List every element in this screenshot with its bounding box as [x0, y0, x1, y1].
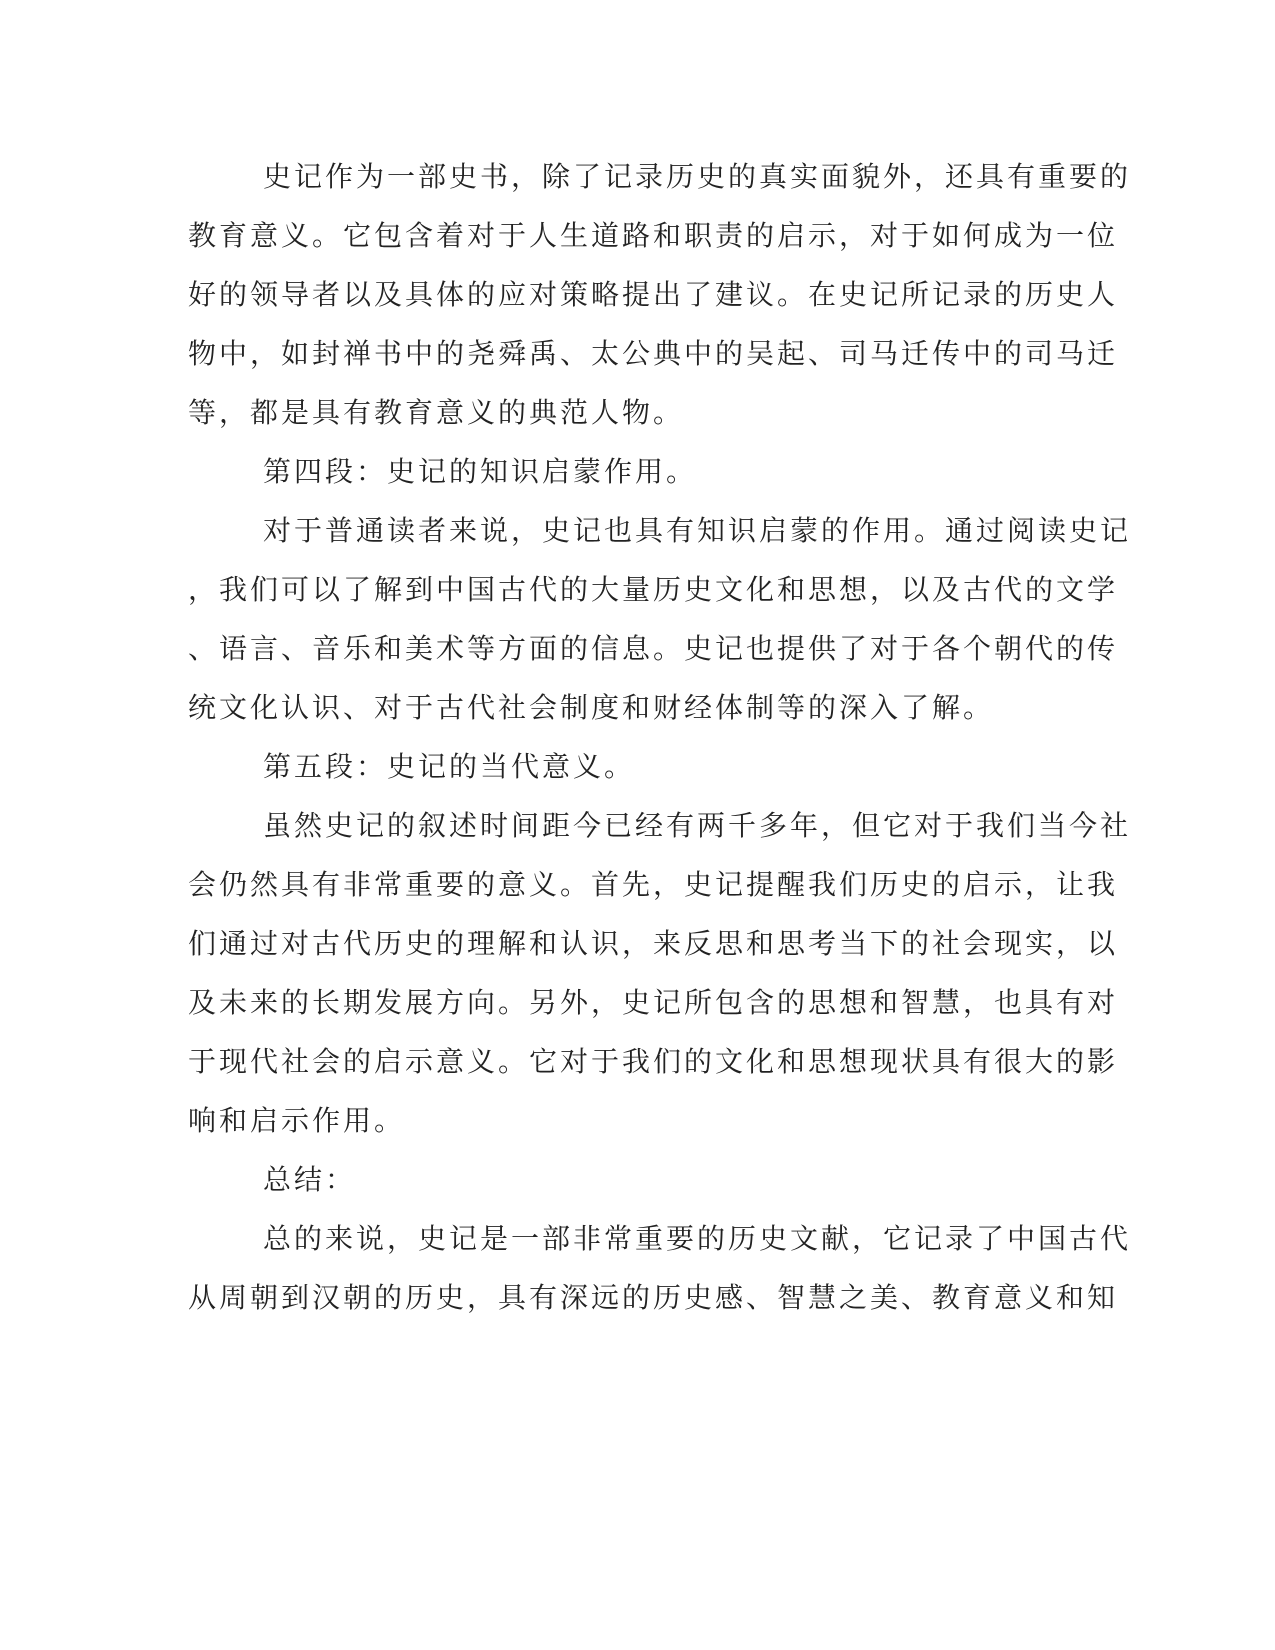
paragraph-knowledge-enlightenment-line-4: 统文化认识、对于古代社会制度和财经体制等的深入了解。: [188, 691, 995, 724]
paragraph-education-significance-line-2: 教育意义。它包含着对于人生道路和职责的启示，对于如何成为一位: [188, 219, 1119, 252]
paragraph-contemporary-significance-line-3: 们通过对古代历史的理解和认识，来反思和思考当下的社会现实，以: [188, 927, 1119, 960]
heading-section-four: 第四段：史记的知识启蒙作用。: [263, 455, 698, 488]
paragraph-education-significance-line-5: 等，都是具有教育意义的典范人物。: [188, 396, 685, 429]
paragraph-contemporary-significance-line-5: 于现代社会的启示意义。它对于我们的文化和思想现状具有很大的影: [188, 1045, 1119, 1078]
paragraph-summary-line-1: 总的来说，史记是一部非常重要的历史文献，它记录了中国古代: [263, 1222, 1132, 1255]
paragraph-contemporary-significance-line-1: 虽然史记的叙述时间距今已经有两千多年，但它对于我们当今社: [263, 809, 1132, 842]
paragraph-education-significance-line-4: 物中，如封禅书中的尧舜禹、太公典中的吴起、司马迁传中的司马迁: [188, 337, 1119, 370]
paragraph-summary-line-2: 从周朝到汉朝的历史，具有深远的历史感、智慧之美、教育意义和知: [188, 1281, 1119, 1314]
paragraph-knowledge-enlightenment-line-3: 、语言、音乐和美术等方面的信息。史记也提供了对于各个朝代的传: [188, 632, 1119, 665]
heading-summary: 总结：: [263, 1163, 357, 1196]
paragraph-contemporary-significance-line-2: 会仍然具有非常重要的意义。首先，史记提醒我们历史的启示，让我: [188, 868, 1119, 901]
paragraph-contemporary-significance-line-6: 响和启示作用。: [188, 1104, 406, 1137]
paragraph-knowledge-enlightenment-line-2: ，我们可以了解到中国古代的大量历史文化和思想，以及古代的文学: [188, 573, 1119, 606]
heading-section-five: 第五段：史记的当代意义。: [263, 750, 636, 783]
paragraph-knowledge-enlightenment-line-1: 对于普通读者来说，史记也具有知识启蒙的作用。通过阅读史记: [263, 514, 1132, 547]
paragraph-education-significance-line-3: 好的领导者以及具体的应对策略提出了建议。在史记所记录的历史人: [188, 278, 1119, 311]
paragraph-education-significance-line-1: 史记作为一部史书，除了记录历史的真实面貌外，还具有重要的: [263, 160, 1132, 193]
paragraph-contemporary-significance-line-4: 及未来的长期发展方向。另外，史记所包含的思想和智慧，也具有对: [188, 986, 1119, 1019]
